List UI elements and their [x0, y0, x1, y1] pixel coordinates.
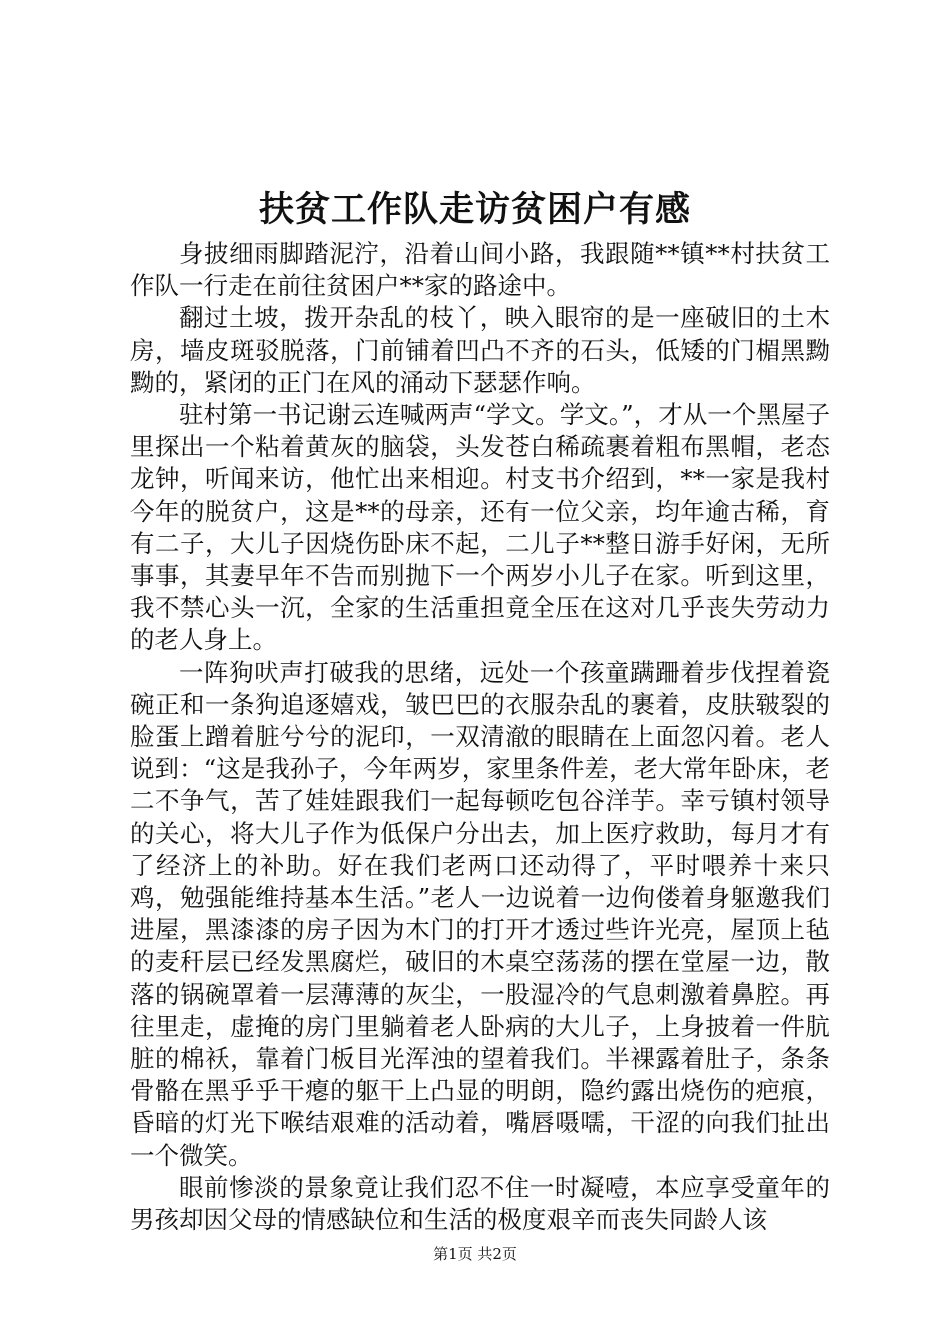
paragraph-4: 一阵狗吠声打破我的思绪，远处一个孩童蹒跚着步伐捏着瓷碗正和一条狗追逐嬉戏，皱巴巴的衣服杂乱的裹着，皮肤皲裂的脸蛋上蹭着脏兮兮的泥印，一双清澈的眼睛在上面忽闪着。老人说到：“这是我孙子，今年两岁，家里条件差，老大常年卧床，老二不争气，苦了娃娃跟我们一起每顿吃包谷洋芋。幸亏镇村领导的关心，将大儿子作为低保户分出去，加上医疗救助，每月才有了经济上的补助。好在我们老两口还动得了，平时喂养十来只鸡，勉强能维持基本生活。”老人一边说着一边佝偻着身躯邀我们进屋，黑漆漆的房子因为木门的打开才透过些许光亮，屋顶上毡的麦秆层已经发黑腐烂，破旧的木桌空荡荡的摆在堂屋一边，散落的锅碗罩着一层薄薄的灰尘，一股湿冷的气息刺激着鼻腔。再往里走，虚掩的房门里躺着老人卧病的大儿子，上身披着一件肮脏的棉袄，靠着门板目光浑浊的望着我们。半裸露着肚子，条条骨骼在黑乎乎干瘪的躯干上凸显的明朗，隐约露出烧伤的疤痕，昏暗的灯光下喉结艰难的活动着，嘴唇嗫嚅，干涩的向我们扯出一个微笑。: [130, 657, 830, 1170]
paragraph-3: 驻村第一书记谢云连喊两声“学文。学文。”，才从一个黑屋子里探出一个粘着黄灰的脑袋，头发苍白稀疏裹着粗布黑帽，老态龙钟，听闻来访，他忙出来相迎。村支书介绍到，**一家是我村今年的脱贫户，这是**的母亲，还有一位父亲，均年逾古稀，育有二子，大儿子因烧伤卧床不起，二儿子**整日游手好闲，无所事事，其妻早年不告而别抛下一个两岁小儿子在家。听到这里，我不禁心头一沉，全家的生活重担竟全压在这对几乎丧失劳动力的老人身上。: [130, 400, 830, 655]
paragraph-1: 身披细雨脚踏泥泞，沿着山间小路，我跟随**镇**村扶贫工作队一行走在前往贫困户**家的路途中。: [130, 239, 830, 301]
document-title: 扶贫工作队走访贫困户有感: [258, 189, 691, 230]
paragraph-5: 眼前惨淡的景象竟让我们忍不住一时凝噎，本应享受童年的男孩却因父母的情感缺位和生活的极度艰辛而丧失同龄人该: [130, 1172, 830, 1235]
page-number-footer: 第1页 共2页: [433, 1245, 517, 1263]
document-body: [130, 238, 830, 1236]
paragraph-2: 翻过土坡，拨开杂乱的枝丫，映入眼帘的是一座破旧的土木房，墙皮斑驳脱落，门前铺着凹凸不齐的石头，低矮的门楣黑黝黝的，紧闭的正门在风的涌动下瑟瑟作响。: [130, 303, 830, 397]
